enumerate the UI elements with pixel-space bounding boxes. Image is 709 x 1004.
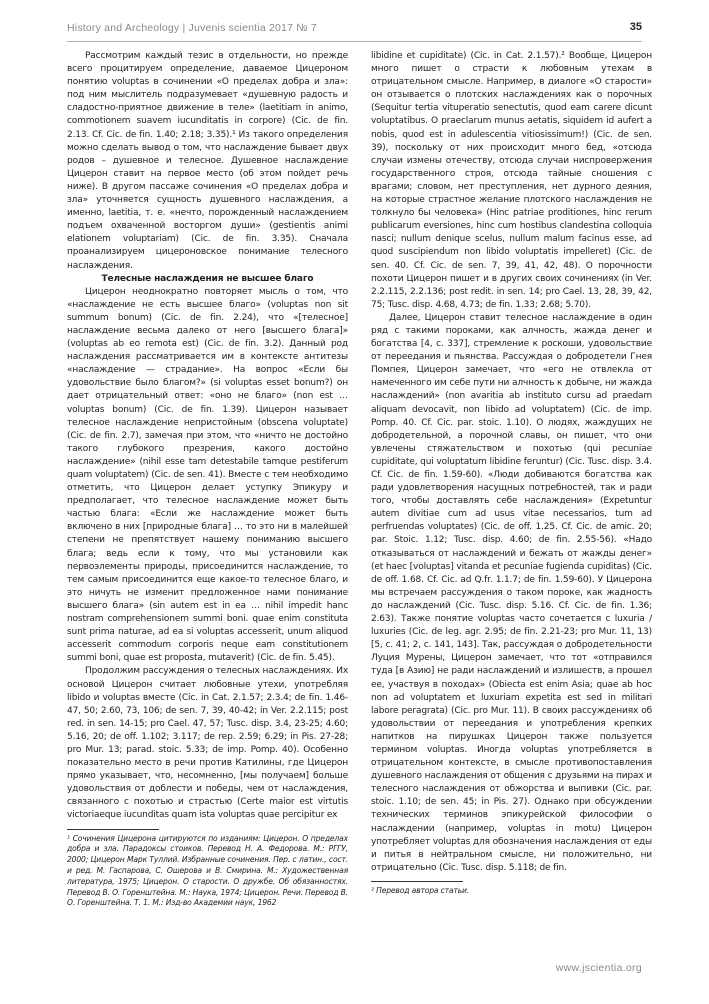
paragraph: Продолжим рассуждения о телесных наслаждениях. Их основой Цицерон считает любовные утехи, употребляя libido и voluptas вместе (Cic. in Cat. 2.1.57; 2.3.4; de fin. 1.46-47, 50; 2.60, 73, 106; de sen. 7, 39, 40-42; in Ver. 2.2.115; post red. in sen. 14-15; pro Cael. 47, 57; Tusc. disp. 3.4, 23-25; 4.60; 5.16, 20; de off. 1.102; 3.117; de rep. 2.59; 6.29; in Pis. 27-28; pro Mur. 13; parad. stoic. 5.33; de imp. Pomp. 40). Особенно показательно место в речи против Катилины, где Цицерон прямо указывает, что, несомненно, [мы получаем] больше удовольствия от доблести и победы, чем от наслаждения, связанного с похотью и страстью (Certe maior est virtutis victoriaeque iucunditas quam ista voluptas quae percipitur ex bbox=[67, 666, 348, 821]
journal-header: History and Archeology | Juvenis scientia 2017 № 7 bbox=[67, 22, 317, 34]
journal-url[interactable]: www.jscientia.org bbox=[555, 962, 642, 974]
header-rule bbox=[67, 41, 642, 42]
paragraph: libidine et cupiditate) (Cic. in Cat. 2.1.57).² Вообще, Цицерон много пишет о страсти к любовным утехам в отрицательном смысле. Например, в диалоге «О старости» он отзывается о плотских наслаждениях как о порочных (Sequitur tertia vituperatio senectutis, quod eam carere dicunt voluptatibus. O praeclarum munus aetatis, siquidem id aufert a nobis, quod est in adulescentia vitiosissimum!) (Cic. de sen. 39), поскольку от них происходит много бед, «отсюда случаи измены отечеству, отсюда случаи ниспровержения государственного строя, отсюда тайные сношения с врагами; словом, нет преступления, нет дурного деяния, на которые страстное желание плотского наслаждения не толкнуло бы человека» (Hinc patriae proditiones, hinc rerum publicarum eversiones, hinc cum hostibus clandestina colloquia nasci; nullum denique scelus, nullum malum facinus esse, ad quod suscipiendum non libido voluptatis impelleret) (Cic. de sen. 40. Cf. Cic. de sen. 7, 39, 41, 42, 48). О порочности похоти Цицерон пишет и в других своих сочинениях (in Ver. 2.2.115, 2.2.136; post redit. in sen. 14; pro Cael. 13, 28, 39, 42, 75; Tusc. disp. 4.68, 4.73; de fin. 1.33; 2.68; 5.70). bbox=[371, 51, 652, 310]
footnote: ¹ Сочинения Цицерона цитируются по изданиям: Цицерон. О пределах добра и зла. Парадоксы стоиков. Перевод Н. А. Федорова. М.: РГГУ, 2000; Цицерон Марк Туллий. Избранные сочинения. Пер. с латин., сост. и ред. М. Гаспарова, С. Ошерова и В. Смирина. М.: Художественная литература, 1975; Цицерон. О старости. О дружбе. Об обязанностях. Перевод В. О. Горенштейна. М.: Наука, 1974; Цицерон. Речи. Перевод В. О. Горенштейна. Т. 1. М.: Изд-во Академии наук, 1962 bbox=[67, 833, 348, 908]
paragraph: Далее, Цицерон ставит телесное наслаждение в один ряд с такими пороками, как алчность, жажда денег и богатства [4, с. 337], стремление к роскоши, удовольствие от переедания и пьянства. Рассуждая о добродетели Гнея Помпея, Цицерон замечает, что «его не отвлекла от намеченного им себе пути ни алчность к добыче, ни жажда наслаждений» (non avaritia ab instituto cursu ad praedam aliquam devocavit, non libido ad voluptatem) (Cic. de imp. Pomp. 40. Cf. Cic. par. stoic. 1.10). О людях, жаждущих не добродетельной, а порочной славы, он пишет, что они увлечены стяжательством и похотью (qui pecuniae cupiditate, qui voluptatum libidine feruntur) (Cic. Tusc. disp. 3.4. Cf. Cic. de fin. 1.59-60). «Люди добиваются богатства как ради удовлетворения насущных потребностей, так и ради того, чтобы доставлять себе наслаждения» (Expetuntur autem divitiae cum ad usus vitae necessarios, tum ad perfruendas voluptates) (Cic. de off. 1.25. Cf. Cic. de amic. 20; par. Stoic. 1.12; Tusc. disp. 4.60; de fin. 2.55-56). «Надо отказываться от наслаждений и бежать от жажды денег» (et haec [voluptas] vitanda et pecuniae fugienda cupiditas) (Cic. de off. 1.68. Cf. Cic. ad Q.fr. 1.1.7; de fin. 1.59-60). У Цицерона мы встречаем рассуждения о таком пороке, как жадность до наслаждений (Cic. Tusc. disp. 5.16. Cf. Cic. de fin. 1.36; 2.63). Также понятие voluptas часто сочетается с luxuria / luxuries (Cic. de leg. agr. 2.95; de fin. 2.21-23; pro Mur. 11, 13) [5, с. 41; 2, с. 141, 143]. Так, рассуждая о добродетельности Луция Мурены, Цицерон замечает, что тот «отправился туда [в Азию] не ради наслаждений и излишеств, а прошел ее, участвуя в походах» (Obiecta est enim Asia; quae ab hoc non ad voluptatem et luxuriam expetita est sed in militari labore peragrata) (Cic. pro Mur. 11). В своих рассуждениях об удовольствии от переедания и употребления крепких напитков на пирушках Цицерон также пользуется термином voluptas. Иногда voluptas употребляется в отрицательном контексте, в смысле противопоставления душевного наслаждения от общения с друзьями на пирах и телесного наслаждения от обжорства и выпивки (Cic. par. stoic. 1.10; de sen. 45; in Pis. 27). Однако при обсуждении технических терминов эпикурейской философии о наслаждении (например, voluptas in motu) Цицерон употребляет voluptas для обозначения наслаждения от еды и питья в нейтральном смысле, ни положительно, ни отрицательно (Cic. Tusc. disp. 5.118; de fin. bbox=[371, 312, 652, 873]
footnote: ² Перевод автора статьи. bbox=[371, 885, 470, 895]
page-number: 35 bbox=[629, 21, 642, 33]
left-column bbox=[67, 50, 348, 909]
section-subheading: Телесные наслаждения не высшее благо bbox=[101, 273, 314, 284]
running-header bbox=[67, 22, 642, 40]
right-column bbox=[371, 50, 652, 897]
paragraph: Рассмотрим каждый тезис в отдельности, но прежде всего процитируем определение, даваемое Цицероном понятию voluptas в сочинении «О пределах добра и зла»: под ним мыслитель подразумевает «душевную радость и сладостно-приятное движение в теле» (laetitiam in animo, commotionem suavem iucunditatis in corpore) (Cic. de fin. 2.13. Cf. Cic. de fin. 1.40; 2.18; 3.35).¹ Из такого определения можно сделать вывод о том, что наслаждение бывает двух родов – душевное и телесное. Душевное наслаждение Цицерон ставит на первое место (об этом пойдет речь ниже). В другом пассаже сочинения «О пределах добра и зла» уточняется сущность душевного наслаждения, а именно, laetitia, т. е. «нечто, порожденный наслаждением подъем охваченной восторгом души» (gestientis animi elationem voluptariam) (Cic. de fin. 3.35). Сначала проанализируем цицероновское понимание телесного наслаждения. bbox=[67, 51, 348, 271]
footnote-rule bbox=[67, 829, 159, 830]
footnote-rule bbox=[371, 881, 463, 882]
paragraph: Цицерон неоднократно повторяет мысль о том, что «наслаждение не есть высшее благо» (voluptas non sit summum bonum) (Cic. de fin. 2.24), что «[телесное] наслаждение весьма далеко от него [высшего блага]» (voluptas ab eo remota est) (Cic. de fin. 3.2). Данный род наслаждения рассматривается им в контексте антитезы «наслаждение — страдание». На вопрос «Если бы удовольствие было благом?» (si voluptas esset bonum?) он дает отрицательный ответ: «оно не благо» (non est … voluptas bonum) (Cic. de fin. 1.39). Цицерон называет телесное наслаждение непристойным (obscena voluptate) (Cic. de fin. 2.7), замечая при этом, что «ничто не достойно такого глубокого презрения, какого достойно наслаждение» (nihil esse tam detestabile tamque pestiferum quam voluptatem) (Cic. de sen. 41). Вместе с тем необходимо отметить, что Цицерон делает уступку Эпикуру и предполагает, что телесное наслаждение может быть частью блага: «Если же наслаждение может быть включено в них [природные блага] … то это ни в малейшей степени не препятствует нашему пониманию высшего блага; ведь если к тому, что мы установили как первоэлементы природы, присоединится наслаждение, то тем самым присоединится еще какое-то телесное благо, и это ничуть не изменит предложенное нами понимание высшего блага» (sin autem est in ea … nihil impedit hanc nostram comprehensionem summi boni. quae enim constituta sunt prima naturae, ad ea si voluptas accesserit, unum aliquod accesserit commodum corporis neque eam constitutionem summi boni, quae est proposta, mutaverit) (Cic. de fin. 5.45). bbox=[67, 286, 348, 664]
